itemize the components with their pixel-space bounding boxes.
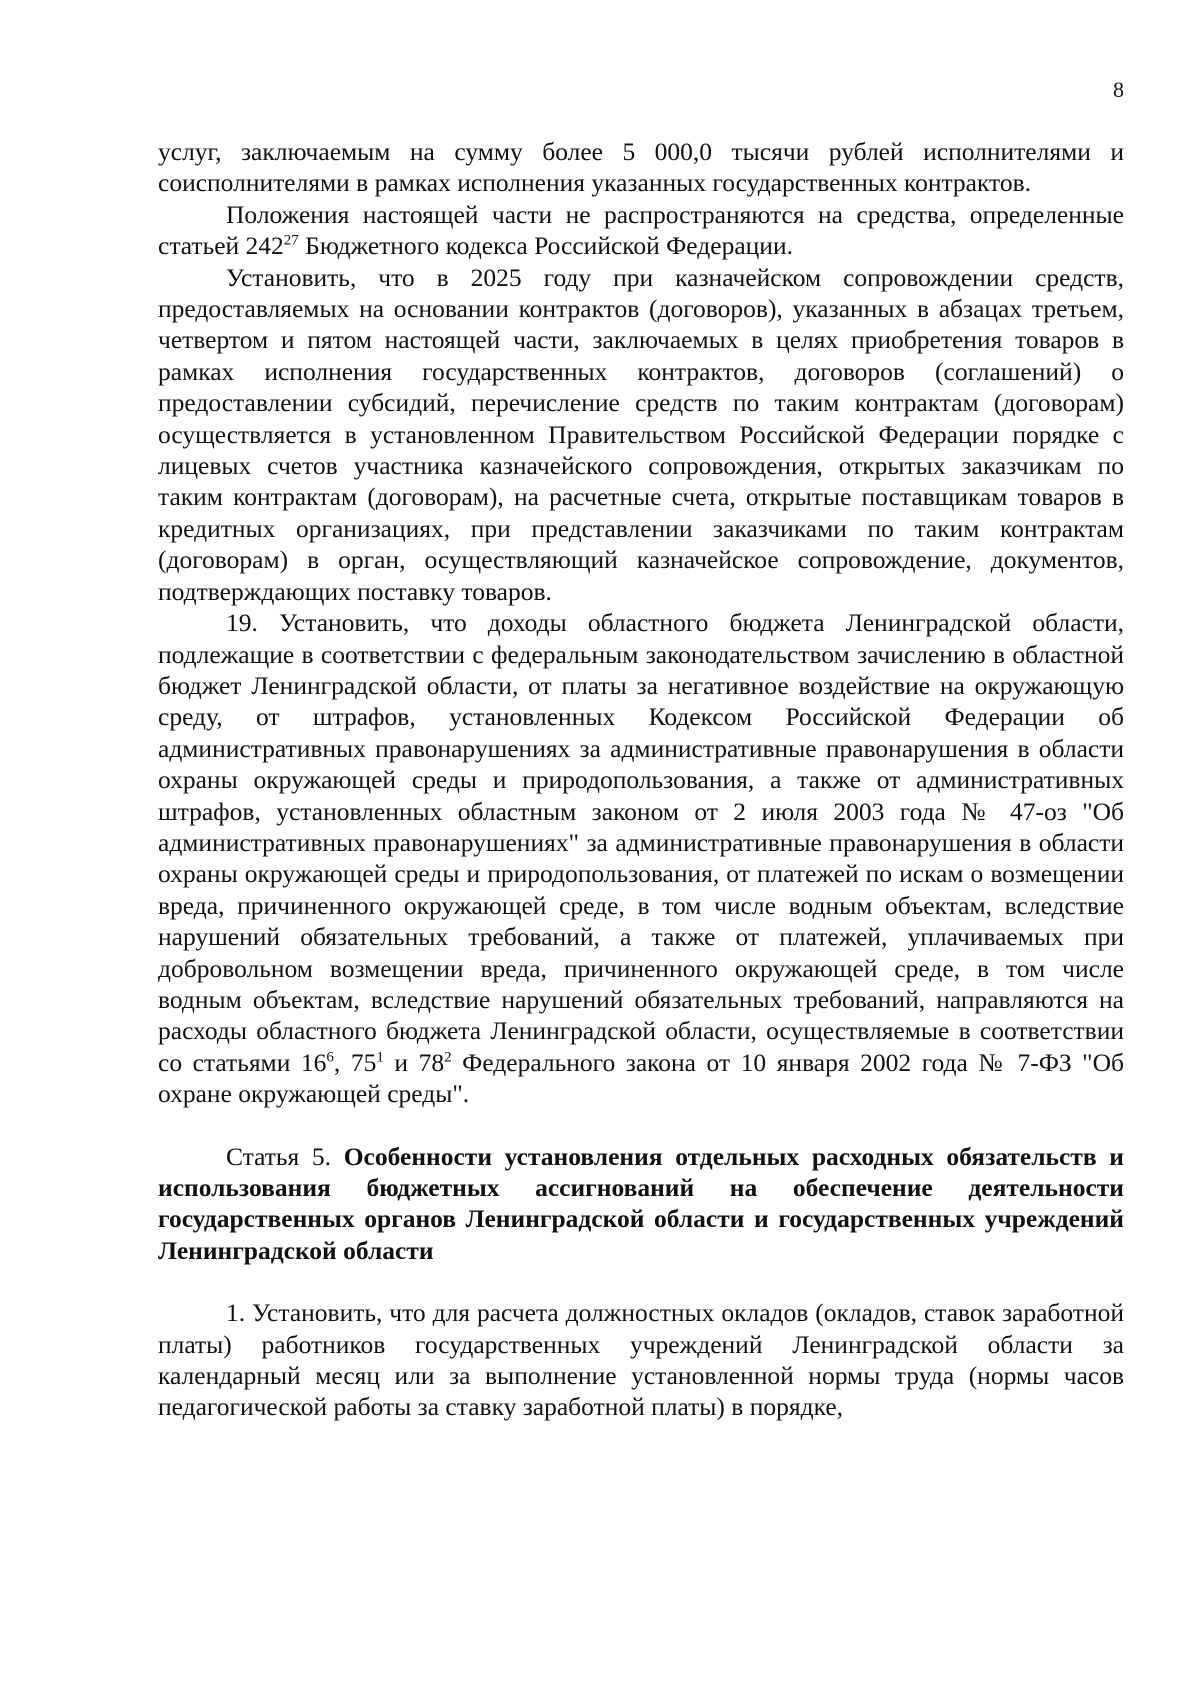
spacer [158,1110,1124,1141]
paragraph-budget-code-note [158,199,1124,262]
paragraph-19 [158,607,1124,1110]
paragraph-text: Положения настоящей части не распространяются на средства, определенные статьей 242 [158,199,1124,261]
page-number: 8 [1113,77,1124,102]
superscript: 1 [376,1049,384,1066]
paragraph-text: Бюджетного кодекса Российской Федерации. [298,231,793,261]
article-5-heading [158,1141,1124,1267]
paragraph-text: , 75 [333,1047,377,1077]
paragraph-text: 19. Установить, что доходы областного бюджета Ленинградской области, подлежащие в соответствии с федеральным законодательством зачислению в областной бюджет Ленинградской области, от платы за негативное воздействие на окружающую среду, от штрафов, установленных Кодексом Российской Федерации об административных правонарушениях за административные правонарушения в области охраны окружающей среды и природопользования, а также от административных штрафов, установленных областным законом от 2 июля 2003 года № 47-оз "Об административных правонарушениях" за административные правонарушения в области охраны окружающей среды и природопользования, от платежей по искам о возмещении вреда, причиненного окружающей среде, в том числе водным объектам, вследствие нарушений обязательных требований, а также от платежей, уплачиваемых при добровольном возмещении вреда, причиненного окружающей среде, в том числе водным объектам, вследствие нарушений обязательных требований, направляются на расходы областного бюджета Ленинградской области, осуществляемые в соответствии со статьями 16 [158,608,1124,1077]
paragraph-text: Федерального закона от 10 января 2002 года № 7-ФЗ "Об охране окружающей среды". [158,1047,1124,1109]
paragraph-continuation: услуг, заключаемым на сумму более 5 000,0 тысячи рублей исполнителями и соисполнителями в рамках исполнения указанных государственных контрактов. [158,137,1124,198]
document-body [158,136,1124,1423]
paragraph-article-5-item-1: 1. Установить, что для расчета должностных окладов (окладов, ставок заработной платы) работников государственных учреждений Ленинградской области за календарный месяц или за выполнение установленной нормы труда (нормы часов педагогической работы за ставку заработной платы) в порядке, [158,1298,1124,1422]
article-prefix: Статья 5. [226,1141,344,1171]
superscript: 2 [444,1049,452,1066]
paragraph-treasury-support: Установить, что в 2025 году при казначейском сопровождении средств, предоставляемых на основании контрактов (договоров), указанных в абзацах третьем, четвертом и пятом настоящей части, заключаемых в целях приобретения товаров в рамках исполнения государственных контрактов, договоров (соглашений) о предоставлении субсидий, перечисление средств по таким контрактам (договорам) осуществляется в установленном Правительством Российской Федерации порядке с лицевых счетов участника казначейского сопровождения, открытых заказчикам по таким контрактам (договорам), на расчетные счета, открытые поставщикам товаров в кредитных организациях, при представлении заказчиками по таким контрактам (договорам) в орган, осуществляющий казначейское сопровождение, документов, подтверждающих поставку товаров. [158,262,1124,606]
spacer [158,1266,1124,1297]
paragraph-text: и 78 [383,1047,445,1077]
superscript: 6 [326,1049,334,1066]
article-title: Особенности установления отдельных расходных обязательств и использования бюджетных ассигнований на обеспечение деятельности государственных органов Ленинградской области и государственных учреждений Ленинградской области [158,1141,1124,1265]
superscript: 27 [283,232,299,249]
